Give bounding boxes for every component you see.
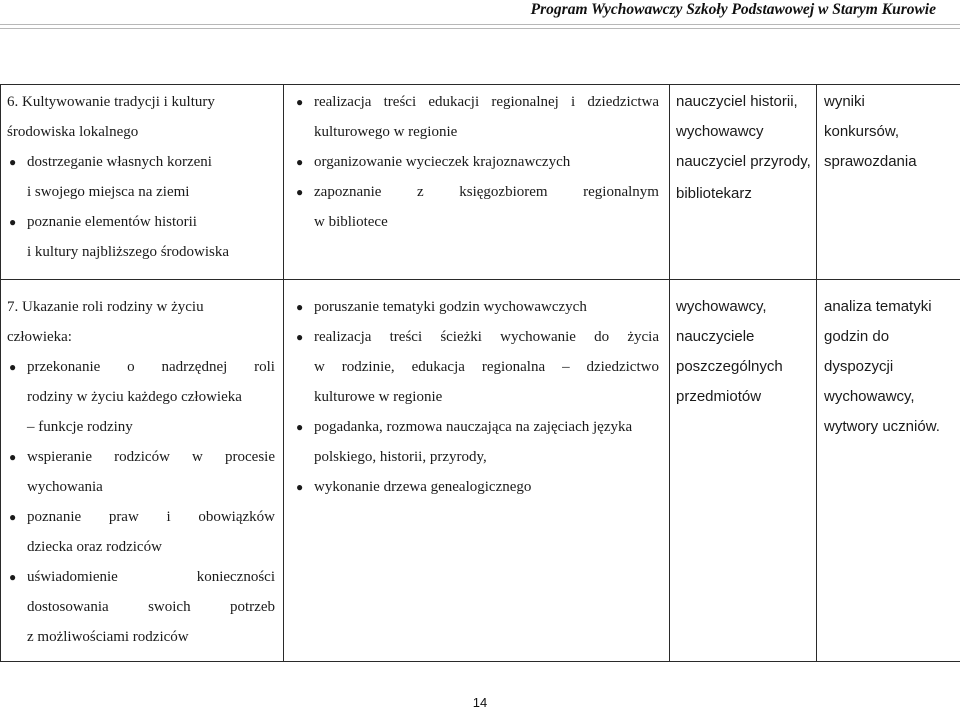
list-item: ● wspieranie rodziców w procesie bbox=[7, 442, 275, 472]
goal-heading: 6. Kultywowanie tradycji i kultury bbox=[7, 94, 215, 110]
list-item-cont: w bibliotece bbox=[314, 214, 388, 230]
table-row bbox=[1, 280, 960, 662]
evaluation-cell bbox=[817, 85, 960, 280]
goal-heading-cont: środowiska lokalnego bbox=[7, 124, 139, 140]
list-item-cont: – funkcje rodziny bbox=[27, 419, 133, 435]
list-item: ● realizacja treści edukacji regionalnej i dziedzictwa bbox=[294, 87, 659, 117]
list-item-cont: dziecka oraz rodziców bbox=[27, 539, 162, 555]
bullet-icon: ● bbox=[296, 420, 304, 434]
bullet-icon: ● bbox=[296, 480, 304, 494]
evaluation-text: konkursów, bbox=[824, 123, 900, 140]
evaluation-text: godzin do bbox=[824, 328, 890, 345]
document-header: Program Wychowawczy Szkoły Podstawowej w Starym Kurowie bbox=[530, 1, 936, 18]
responsible-text: nauczyciele bbox=[676, 328, 755, 345]
responsible-cell bbox=[670, 280, 817, 662]
bullet-icon: ● bbox=[296, 155, 304, 169]
bullet-icon: ● bbox=[9, 450, 17, 464]
list-item: ● realizacja treści ścieżki wychowanie do życia bbox=[294, 322, 659, 352]
list-item-cont: i kultury najbliższego środowiska bbox=[27, 244, 230, 260]
bullet-icon: ● bbox=[9, 215, 17, 229]
responsible-text: nauczyciel przyrody, bbox=[676, 153, 811, 170]
bullet-icon: ● bbox=[296, 330, 304, 344]
list-item-cont: wychowania bbox=[27, 479, 103, 495]
list-item-cont: w rodzinie, edukacja regionalna – dziedzictwo bbox=[314, 359, 659, 375]
evaluation-text: analiza tematyki bbox=[824, 298, 932, 315]
header-rule-2 bbox=[0, 28, 960, 29]
list-item-cont: rodziny w życiu każdego człowieka bbox=[27, 389, 242, 405]
list-item: ● zapoznanie z księgozbiorem regionalnym bbox=[294, 177, 659, 207]
responsible-cell bbox=[670, 85, 817, 280]
list-item: ● organizowanie wycieczek krajoznawczych bbox=[294, 147, 659, 177]
list-item: ● przekonanie o nadrzędnej roli bbox=[7, 352, 275, 382]
bullet-icon: ● bbox=[296, 300, 304, 314]
evaluation-text: wyniki bbox=[824, 93, 865, 110]
list-item-cont: kulturowego w regionie bbox=[314, 124, 458, 140]
list-item: ● wykonanie drzewa genealogicznego bbox=[294, 472, 659, 502]
list-item-cont: z możliwościami rodziców bbox=[27, 629, 189, 645]
page-number: 14 bbox=[472, 695, 488, 710]
list-item-cont: kulturowe w regionie bbox=[314, 389, 443, 405]
responsible-text: wychowawcy, bbox=[676, 298, 767, 315]
list-item-cont: polskiego, historii, przyrody, bbox=[314, 449, 487, 465]
list-item-cont: dostosowania swoich potrzeb bbox=[27, 599, 275, 615]
list-item: ● poznanie praw i obowiązków bbox=[7, 502, 275, 532]
goal-heading-cont: człowieka: bbox=[7, 329, 72, 345]
header-rule bbox=[0, 24, 960, 25]
bullet-icon: ● bbox=[9, 570, 17, 584]
list-item-cont: i swojego miejsca na ziemi bbox=[27, 184, 190, 200]
evaluation-text: dyspozycji bbox=[824, 358, 894, 375]
list-item: ● uświadomienie konieczności bbox=[7, 562, 275, 592]
bullet-icon: ● bbox=[9, 155, 17, 169]
methods-cell bbox=[284, 280, 670, 662]
table-row bbox=[1, 85, 960, 280]
list-item: ● pogadanka, rozmowa nauczająca na zajęciach języka bbox=[294, 412, 659, 442]
bullet-icon: ● bbox=[9, 510, 17, 524]
bullet-icon: ● bbox=[296, 185, 304, 199]
evaluation-text: sprawozdania bbox=[824, 153, 917, 170]
responsible-text: bibliotekarz bbox=[676, 185, 752, 202]
methods-cell bbox=[284, 85, 670, 280]
evaluation-cell bbox=[817, 280, 960, 662]
evaluation-text: wychowawcy, bbox=[824, 388, 915, 405]
list-item: ● dostrzeganie własnych korzeni bbox=[7, 147, 275, 177]
responsible-text: poszczególnych bbox=[676, 358, 783, 375]
bullet-icon: ● bbox=[9, 360, 17, 374]
list-item: ● poruszanie tematyki godzin wychowawczych bbox=[294, 292, 659, 322]
goal-heading: 7. Ukazanie roli rodziny w życiu bbox=[7, 299, 204, 315]
list-item: ● poznanie elementów historii bbox=[7, 207, 275, 237]
responsible-text: nauczyciel historii, bbox=[676, 93, 798, 110]
goal-cell bbox=[1, 280, 284, 662]
program-table bbox=[0, 84, 960, 662]
responsible-text: przedmiotów bbox=[676, 388, 762, 405]
goal-cell bbox=[1, 85, 284, 280]
responsible-text: wychowawcy bbox=[676, 123, 764, 140]
evaluation-text: wytwory uczniów. bbox=[824, 418, 940, 435]
bullet-icon: ● bbox=[296, 95, 304, 109]
